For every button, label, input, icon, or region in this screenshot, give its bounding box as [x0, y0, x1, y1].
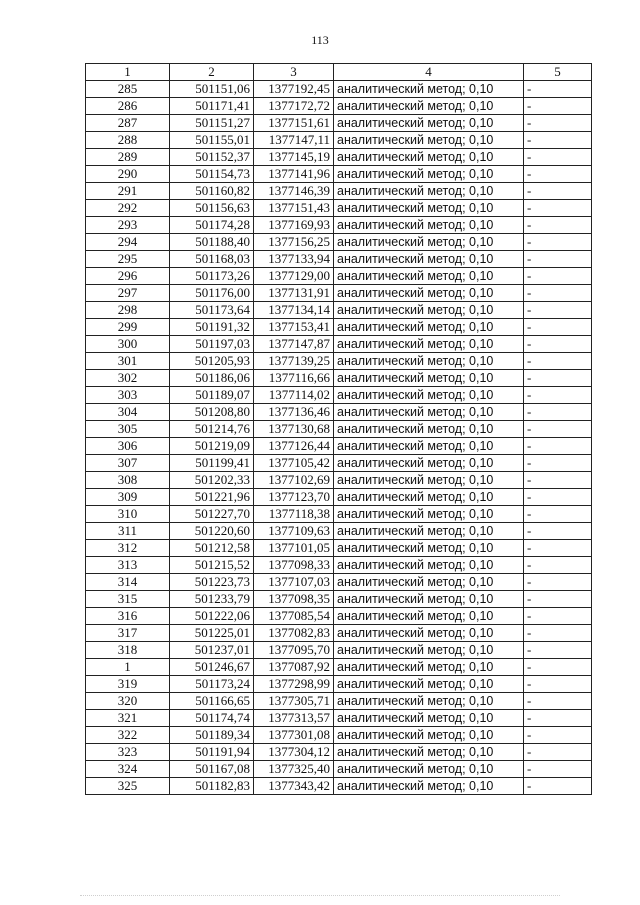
coordinates-table	[85, 63, 592, 795]
x-coordinate-cell: 501215,52	[170, 557, 254, 574]
y-coordinate-cell: 1377172,72	[254, 98, 334, 115]
x-coordinate-cell: 501246,67	[170, 659, 254, 676]
y-coordinate-cell: 1377305,71	[254, 693, 334, 710]
method-cell: аналитический метод; 0,10	[334, 336, 524, 353]
method-cell: аналитический метод; 0,10	[334, 472, 524, 489]
point-number-cell: 285	[86, 81, 170, 98]
y-coordinate-cell: 1377095,70	[254, 642, 334, 659]
note-cell: -	[524, 659, 592, 676]
point-number-cell: 312	[86, 540, 170, 557]
method-cell: аналитический метод; 0,10	[334, 115, 524, 132]
x-coordinate-cell: 501167,08	[170, 761, 254, 778]
note-cell: -	[524, 115, 592, 132]
table-row	[86, 659, 592, 676]
method-cell: аналитический метод; 0,10	[334, 268, 524, 285]
table-row	[86, 676, 592, 693]
table-row	[86, 387, 592, 404]
y-coordinate-cell: 1377343,42	[254, 778, 334, 795]
x-coordinate-cell: 501220,60	[170, 523, 254, 540]
column-header: 3	[254, 64, 334, 81]
method-cell: аналитический метод; 0,10	[334, 523, 524, 540]
y-coordinate-cell: 1377301,08	[254, 727, 334, 744]
y-coordinate-cell: 1377298,99	[254, 676, 334, 693]
y-coordinate-cell: 1377151,61	[254, 115, 334, 132]
note-cell: -	[524, 251, 592, 268]
point-number-cell: 314	[86, 574, 170, 591]
method-cell: аналитический метод; 0,10	[334, 557, 524, 574]
x-coordinate-cell: 501208,80	[170, 404, 254, 421]
method-cell: аналитический метод; 0,10	[334, 98, 524, 115]
method-cell: аналитический метод; 0,10	[334, 489, 524, 506]
point-number-cell: 323	[86, 744, 170, 761]
point-number-cell: 311	[86, 523, 170, 540]
table-row	[86, 472, 592, 489]
note-cell: -	[524, 302, 592, 319]
method-cell: аналитический метод; 0,10	[334, 540, 524, 557]
point-number-cell: 288	[86, 132, 170, 149]
y-coordinate-cell: 1377102,69	[254, 472, 334, 489]
note-cell: -	[524, 778, 592, 795]
point-number-cell: 317	[86, 625, 170, 642]
x-coordinate-cell: 501176,00	[170, 285, 254, 302]
y-coordinate-cell: 1377145,19	[254, 149, 334, 166]
table-row	[86, 608, 592, 625]
note-cell: -	[524, 727, 592, 744]
note-cell: -	[524, 744, 592, 761]
method-cell: аналитический метод; 0,10	[334, 455, 524, 472]
note-cell: -	[524, 166, 592, 183]
table-row	[86, 557, 592, 574]
method-cell: аналитический метод; 0,10	[334, 370, 524, 387]
note-cell: -	[524, 761, 592, 778]
method-cell: аналитический метод; 0,10	[334, 353, 524, 370]
method-cell: аналитический метод; 0,10	[334, 727, 524, 744]
y-coordinate-cell: 1377116,66	[254, 370, 334, 387]
y-coordinate-cell: 1377107,03	[254, 574, 334, 591]
note-cell: -	[524, 336, 592, 353]
table-row	[86, 98, 592, 115]
x-coordinate-cell: 501227,70	[170, 506, 254, 523]
table-row	[86, 778, 592, 795]
y-coordinate-cell: 1377126,44	[254, 438, 334, 455]
x-coordinate-cell: 501155,01	[170, 132, 254, 149]
table-row	[86, 200, 592, 217]
table-row	[86, 319, 592, 336]
table-row	[86, 115, 592, 132]
y-coordinate-cell: 1377131,91	[254, 285, 334, 302]
note-cell: -	[524, 404, 592, 421]
y-coordinate-cell: 1377156,25	[254, 234, 334, 251]
y-coordinate-cell: 1377105,42	[254, 455, 334, 472]
method-cell: аналитический метод; 0,10	[334, 438, 524, 455]
table-row	[86, 234, 592, 251]
table-row	[86, 625, 592, 642]
table-row	[86, 132, 592, 149]
point-number-cell: 306	[86, 438, 170, 455]
method-cell: аналитический метод; 0,10	[334, 710, 524, 727]
point-number-cell: 303	[86, 387, 170, 404]
table-row	[86, 183, 592, 200]
y-coordinate-cell: 1377169,93	[254, 217, 334, 234]
x-coordinate-cell: 501173,64	[170, 302, 254, 319]
method-cell: аналитический метод; 0,10	[334, 693, 524, 710]
point-number-cell: 315	[86, 591, 170, 608]
y-coordinate-cell: 1377153,41	[254, 319, 334, 336]
point-number-cell: 302	[86, 370, 170, 387]
note-cell: -	[524, 387, 592, 404]
note-cell: -	[524, 574, 592, 591]
point-number-cell: 321	[86, 710, 170, 727]
note-cell: -	[524, 421, 592, 438]
method-cell: аналитический метод; 0,10	[334, 132, 524, 149]
table-row	[86, 540, 592, 557]
point-number-cell: 297	[86, 285, 170, 302]
note-cell: -	[524, 98, 592, 115]
x-coordinate-cell: 501191,32	[170, 319, 254, 336]
method-cell: аналитический метод; 0,10	[334, 387, 524, 404]
table-row	[86, 506, 592, 523]
point-number-cell: 286	[86, 98, 170, 115]
y-coordinate-cell: 1377192,45	[254, 81, 334, 98]
y-coordinate-cell: 1377151,43	[254, 200, 334, 217]
y-coordinate-cell: 1377136,46	[254, 404, 334, 421]
table-row	[86, 149, 592, 166]
table-row	[86, 251, 592, 268]
page-number: 113	[311, 33, 329, 47]
y-coordinate-cell: 1377085,54	[254, 608, 334, 625]
point-number-cell: 291	[86, 183, 170, 200]
method-cell: аналитический метод; 0,10	[334, 81, 524, 98]
method-cell: аналитический метод; 0,10	[334, 251, 524, 268]
x-coordinate-cell: 501233,79	[170, 591, 254, 608]
y-coordinate-cell: 1377082,83	[254, 625, 334, 642]
point-number-cell: 308	[86, 472, 170, 489]
method-cell: аналитический метод; 0,10	[334, 625, 524, 642]
note-cell: -	[524, 472, 592, 489]
y-coordinate-cell: 1377304,12	[254, 744, 334, 761]
table-row	[86, 370, 592, 387]
point-number-cell: 319	[86, 676, 170, 693]
y-coordinate-cell: 1377147,11	[254, 132, 334, 149]
x-coordinate-cell: 501214,76	[170, 421, 254, 438]
note-cell: -	[524, 642, 592, 659]
x-coordinate-cell: 501151,06	[170, 81, 254, 98]
table-row	[86, 268, 592, 285]
note-cell: -	[524, 591, 592, 608]
note-cell: -	[524, 370, 592, 387]
table-row	[86, 285, 592, 302]
note-cell: -	[524, 710, 592, 727]
method-cell: аналитический метод; 0,10	[334, 183, 524, 200]
point-number-cell: 294	[86, 234, 170, 251]
method-cell: аналитический метод; 0,10	[334, 149, 524, 166]
point-number-cell: 293	[86, 217, 170, 234]
x-coordinate-cell: 501173,26	[170, 268, 254, 285]
y-coordinate-cell: 1377147,87	[254, 336, 334, 353]
x-coordinate-cell: 501223,73	[170, 574, 254, 591]
x-coordinate-cell: 501202,33	[170, 472, 254, 489]
x-coordinate-cell: 501186,06	[170, 370, 254, 387]
table-row	[86, 353, 592, 370]
point-number-cell: 322	[86, 727, 170, 744]
note-cell: -	[524, 489, 592, 506]
method-cell: аналитический метод; 0,10	[334, 506, 524, 523]
method-cell: аналитический метод; 0,10	[334, 574, 524, 591]
table-row	[86, 421, 592, 438]
point-number-cell: 295	[86, 251, 170, 268]
point-number-cell: 300	[86, 336, 170, 353]
column-header: 2	[170, 64, 254, 81]
y-coordinate-cell: 1377141,96	[254, 166, 334, 183]
y-coordinate-cell: 1377139,25	[254, 353, 334, 370]
method-cell: аналитический метод; 0,10	[334, 591, 524, 608]
note-cell: -	[524, 540, 592, 557]
x-coordinate-cell: 501173,24	[170, 676, 254, 693]
point-number-cell: 289	[86, 149, 170, 166]
x-coordinate-cell: 501199,41	[170, 455, 254, 472]
x-coordinate-cell: 501189,07	[170, 387, 254, 404]
y-coordinate-cell: 1377129,00	[254, 268, 334, 285]
table-row	[86, 727, 592, 744]
point-number-cell: 304	[86, 404, 170, 421]
note-cell: -	[524, 608, 592, 625]
note-cell: -	[524, 217, 592, 234]
method-cell: аналитический метод; 0,10	[334, 608, 524, 625]
table-row	[86, 438, 592, 455]
note-cell: -	[524, 285, 592, 302]
scan-artifact	[80, 895, 560, 898]
method-cell: аналитический метод; 0,10	[334, 319, 524, 336]
x-coordinate-cell: 501191,94	[170, 744, 254, 761]
x-coordinate-cell: 501166,65	[170, 693, 254, 710]
method-cell: аналитический метод; 0,10	[334, 200, 524, 217]
x-coordinate-cell: 501222,06	[170, 608, 254, 625]
x-coordinate-cell: 501154,73	[170, 166, 254, 183]
table-row	[86, 404, 592, 421]
table-row	[86, 761, 592, 778]
table-row	[86, 642, 592, 659]
y-coordinate-cell: 1377146,39	[254, 183, 334, 200]
table-row	[86, 217, 592, 234]
point-number-cell: 320	[86, 693, 170, 710]
table-row	[86, 489, 592, 506]
note-cell: -	[524, 523, 592, 540]
point-number-cell: 1	[86, 659, 170, 676]
note-cell: -	[524, 438, 592, 455]
point-number-cell: 290	[86, 166, 170, 183]
x-coordinate-cell: 501151,27	[170, 115, 254, 132]
y-coordinate-cell: 1377098,35	[254, 591, 334, 608]
method-cell: аналитический метод; 0,10	[334, 404, 524, 421]
x-coordinate-cell: 501221,96	[170, 489, 254, 506]
method-cell: аналитический метод; 0,10	[334, 421, 524, 438]
method-cell: аналитический метод; 0,10	[334, 285, 524, 302]
note-cell: -	[524, 319, 592, 336]
table-row	[86, 81, 592, 98]
note-cell: -	[524, 149, 592, 166]
note-cell: -	[524, 268, 592, 285]
point-number-cell: 299	[86, 319, 170, 336]
point-number-cell: 309	[86, 489, 170, 506]
y-coordinate-cell: 1377109,63	[254, 523, 334, 540]
y-coordinate-cell: 1377114,02	[254, 387, 334, 404]
note-cell: -	[524, 132, 592, 149]
note-cell: -	[524, 353, 592, 370]
table-row	[86, 455, 592, 472]
y-coordinate-cell: 1377098,33	[254, 557, 334, 574]
note-cell: -	[524, 693, 592, 710]
table-header-row	[86, 64, 592, 81]
note-cell: -	[524, 234, 592, 251]
method-cell: аналитический метод; 0,10	[334, 778, 524, 795]
table-row	[86, 693, 592, 710]
table-row	[86, 591, 592, 608]
x-coordinate-cell: 501174,28	[170, 217, 254, 234]
point-number-cell: 313	[86, 557, 170, 574]
note-cell: -	[524, 506, 592, 523]
note-cell: -	[524, 625, 592, 642]
method-cell: аналитический метод; 0,10	[334, 676, 524, 693]
point-number-cell: 287	[86, 115, 170, 132]
table-row	[86, 523, 592, 540]
y-coordinate-cell: 1377130,68	[254, 421, 334, 438]
method-cell: аналитический метод; 0,10	[334, 234, 524, 251]
point-number-cell: 316	[86, 608, 170, 625]
method-cell: аналитический метод; 0,10	[334, 659, 524, 676]
note-cell: -	[524, 200, 592, 217]
table-row	[86, 166, 592, 183]
y-coordinate-cell: 1377087,92	[254, 659, 334, 676]
method-cell: аналитический метод; 0,10	[334, 166, 524, 183]
note-cell: -	[524, 81, 592, 98]
x-coordinate-cell: 501189,34	[170, 727, 254, 744]
y-coordinate-cell: 1377101,05	[254, 540, 334, 557]
y-coordinate-cell: 1377123,70	[254, 489, 334, 506]
x-coordinate-cell: 501212,58	[170, 540, 254, 557]
x-coordinate-cell: 501182,83	[170, 778, 254, 795]
y-coordinate-cell: 1377118,38	[254, 506, 334, 523]
x-coordinate-cell: 501168,03	[170, 251, 254, 268]
column-header: 5	[524, 64, 592, 81]
y-coordinate-cell: 1377133,94	[254, 251, 334, 268]
point-number-cell: 298	[86, 302, 170, 319]
x-coordinate-cell: 501205,93	[170, 353, 254, 370]
method-cell: аналитический метод; 0,10	[334, 761, 524, 778]
x-coordinate-cell: 501225,01	[170, 625, 254, 642]
point-number-cell: 318	[86, 642, 170, 659]
note-cell: -	[524, 183, 592, 200]
point-number-cell: 307	[86, 455, 170, 472]
x-coordinate-cell: 501160,82	[170, 183, 254, 200]
table-row	[86, 710, 592, 727]
point-number-cell: 301	[86, 353, 170, 370]
x-coordinate-cell: 501156,63	[170, 200, 254, 217]
point-number-cell: 305	[86, 421, 170, 438]
x-coordinate-cell: 501219,09	[170, 438, 254, 455]
x-coordinate-cell: 501188,40	[170, 234, 254, 251]
table-row	[86, 336, 592, 353]
x-coordinate-cell: 501152,37	[170, 149, 254, 166]
x-coordinate-cell: 501197,03	[170, 336, 254, 353]
y-coordinate-cell: 1377313,57	[254, 710, 334, 727]
column-header: 4	[334, 64, 524, 81]
point-number-cell: 325	[86, 778, 170, 795]
note-cell: -	[524, 557, 592, 574]
note-cell: -	[524, 455, 592, 472]
note-cell: -	[524, 676, 592, 693]
table-row	[86, 302, 592, 319]
y-coordinate-cell: 1377325,40	[254, 761, 334, 778]
point-number-cell: 324	[86, 761, 170, 778]
table-row	[86, 574, 592, 591]
point-number-cell: 292	[86, 200, 170, 217]
y-coordinate-cell: 1377134,14	[254, 302, 334, 319]
table-row	[86, 744, 592, 761]
method-cell: аналитический метод; 0,10	[334, 217, 524, 234]
table-body	[86, 81, 592, 795]
x-coordinate-cell: 501171,41	[170, 98, 254, 115]
method-cell: аналитический метод; 0,10	[334, 642, 524, 659]
method-cell: аналитический метод; 0,10	[334, 302, 524, 319]
x-coordinate-cell: 501174,74	[170, 710, 254, 727]
method-cell: аналитический метод; 0,10	[334, 744, 524, 761]
point-number-cell: 296	[86, 268, 170, 285]
x-coordinate-cell: 501237,01	[170, 642, 254, 659]
point-number-cell: 310	[86, 506, 170, 523]
column-header: 1	[86, 64, 170, 81]
